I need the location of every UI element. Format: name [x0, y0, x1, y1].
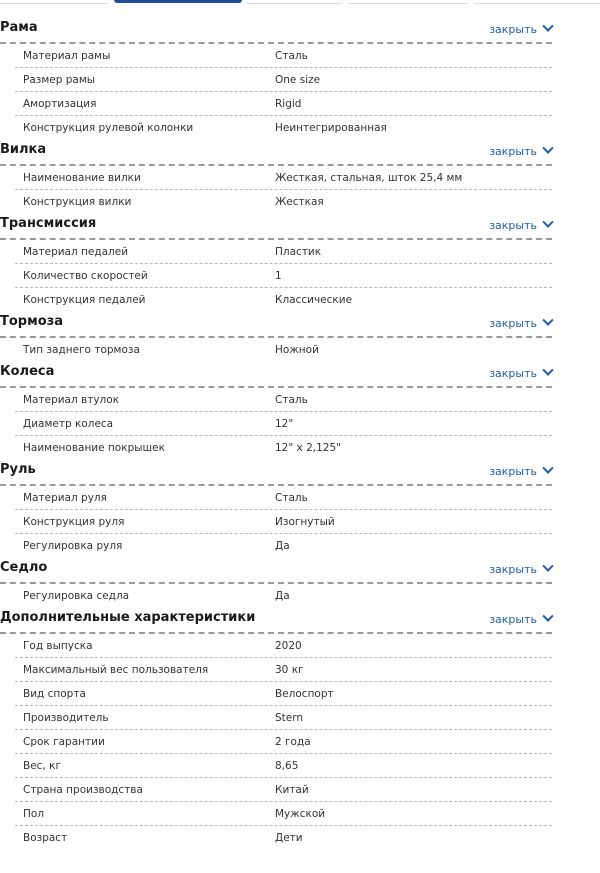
chevron-down-icon	[542, 365, 553, 376]
section-collapse-button[interactable]	[489, 367, 552, 380]
spec-row	[15, 682, 552, 706]
chevron-down-icon	[542, 561, 553, 572]
spec-row	[15, 730, 552, 754]
spec-row	[15, 826, 552, 849]
chevron-down-icon	[542, 143, 553, 154]
spec-label: Материал педалей	[23, 246, 129, 258]
collapse-label: закрыть	[489, 465, 537, 478]
tab-4[interactable]	[348, 0, 468, 4]
spec-value: Китай	[275, 784, 309, 796]
section-collapse-button[interactable]	[489, 465, 552, 478]
spec-section	[0, 459, 552, 557]
section-header	[0, 557, 552, 584]
spec-value: 1	[275, 270, 282, 282]
spec-value: Да	[275, 540, 290, 552]
spec-value: Изогнутый	[275, 516, 335, 528]
spec-value: Сталь	[275, 492, 308, 504]
spec-value: Велоспорт	[275, 688, 334, 700]
spec-section	[0, 361, 552, 459]
tab-strip	[0, 0, 600, 4]
spec-row	[15, 166, 552, 190]
spec-row	[15, 436, 552, 459]
spec-row	[15, 584, 552, 607]
spec-label: Конструкция рулевой колонки	[23, 122, 194, 134]
spec-label: Год выпуска	[23, 640, 93, 652]
spec-label: Срок гарантии	[23, 736, 105, 748]
tab-1[interactable]	[0, 0, 108, 4]
spec-value: Жесткая	[275, 196, 324, 208]
section-header	[0, 607, 552, 634]
spec-section	[0, 311, 552, 361]
spec-label: Размер рамы	[23, 74, 96, 86]
spec-label: Амортизация	[23, 98, 97, 110]
section-header	[0, 139, 552, 166]
spec-value: Неинтегрированная	[275, 122, 387, 134]
spec-label: Конструкция руля	[23, 516, 125, 528]
spec-label: Регулировка руля	[23, 540, 123, 552]
chevron-down-icon	[542, 463, 553, 474]
collapse-label: закрыть	[489, 23, 537, 36]
spec-label: Количество скоростей	[23, 270, 148, 282]
spec-label: Диаметр колеса	[23, 418, 114, 430]
spec-label: Страна производства	[23, 784, 143, 796]
chevron-down-icon	[542, 315, 553, 326]
spec-value: Жесткая, стальная, шток 25,4 мм	[275, 172, 463, 184]
section-title: Седло	[0, 560, 48, 575]
spec-label: Материал руля	[23, 492, 107, 504]
spec-label: Материал втулок	[23, 394, 120, 406]
spec-row	[15, 240, 552, 264]
spec-value: Пластик	[275, 246, 322, 258]
section-rows	[0, 240, 552, 311]
tab-3[interactable]	[247, 0, 343, 4]
section-title: Колеса	[0, 364, 55, 379]
spec-label: Наименование покрышек	[23, 442, 165, 454]
section-rows	[0, 338, 552, 361]
collapse-label: закрыть	[489, 367, 537, 380]
spec-row	[15, 44, 552, 68]
specifications-list	[0, 17, 552, 849]
section-collapse-button[interactable]	[489, 613, 552, 626]
section-rows	[0, 634, 552, 849]
section-collapse-button[interactable]	[489, 145, 552, 158]
spec-row	[15, 68, 552, 92]
spec-row	[15, 634, 552, 658]
section-title: Дополнительные характеристики	[0, 610, 256, 625]
collapse-label: закрыть	[489, 563, 537, 576]
section-header	[0, 459, 552, 486]
collapse-label: закрыть	[489, 145, 537, 158]
section-title: Вилка	[0, 142, 47, 157]
spec-row	[15, 338, 552, 361]
section-rows	[0, 584, 552, 607]
collapse-label: закрыть	[489, 317, 537, 330]
spec-row	[15, 534, 552, 557]
spec-label: Пол	[23, 808, 45, 820]
spec-value: 8,65	[275, 760, 299, 772]
spec-label: Производитель	[23, 712, 109, 724]
section-collapse-button[interactable]	[489, 219, 552, 232]
spec-value: 12" x 2,125"	[275, 442, 341, 454]
section-title: Рама	[0, 20, 38, 35]
spec-value: Классические	[275, 294, 353, 306]
section-rows	[0, 166, 552, 213]
chevron-down-icon	[542, 21, 553, 32]
tab-active[interactable]	[114, 0, 242, 3]
spec-section	[0, 557, 552, 607]
spec-value: Сталь	[275, 394, 308, 406]
section-collapse-button[interactable]	[489, 23, 552, 36]
spec-label: Вес, кг	[23, 760, 61, 772]
spec-value: Stern	[275, 712, 304, 724]
spec-label: Конструкция вилки	[23, 196, 132, 208]
section-title: Руль	[0, 462, 36, 477]
chevron-down-icon	[542, 217, 553, 228]
spec-label: Регулировка седла	[23, 590, 130, 602]
collapse-label: закрыть	[489, 613, 537, 626]
spec-label: Максимальный вес пользователя	[23, 664, 209, 676]
spec-value: Сталь	[275, 50, 308, 62]
section-header	[0, 17, 552, 44]
spec-value: Да	[275, 590, 290, 602]
spec-row	[15, 388, 552, 412]
spec-row	[15, 510, 552, 534]
spec-row	[15, 778, 552, 802]
spec-section	[0, 139, 552, 213]
spec-label: Вид спорта	[23, 688, 86, 700]
chevron-down-icon	[542, 611, 553, 622]
spec-row	[15, 658, 552, 682]
collapse-label: закрыть	[489, 219, 537, 232]
tab-5[interactable]	[474, 0, 600, 4]
spec-value: Мужской	[275, 808, 326, 820]
spec-label: Возраст	[23, 832, 68, 844]
section-header	[0, 361, 552, 388]
spec-row	[15, 116, 552, 139]
spec-value: Rigid	[275, 98, 302, 110]
spec-row	[15, 802, 552, 826]
section-title: Трансмиссия	[0, 216, 97, 231]
spec-value: 12"	[275, 418, 294, 430]
spec-row	[15, 190, 552, 213]
section-collapse-button[interactable]	[489, 563, 552, 576]
spec-value: 30 кг	[275, 664, 304, 676]
spec-label: Наименование вилки	[23, 172, 141, 184]
spec-value: Ножной	[275, 344, 319, 356]
spec-section	[0, 213, 552, 311]
section-collapse-button[interactable]	[489, 317, 552, 330]
spec-value: One size	[275, 74, 321, 86]
spec-section	[0, 607, 552, 849]
spec-value: Дети	[275, 832, 303, 844]
section-title: Тормоза	[0, 314, 63, 329]
spec-label: Материал рамы	[23, 50, 111, 62]
spec-label: Конструкция педалей	[23, 294, 146, 306]
section-header	[0, 311, 552, 338]
spec-row	[15, 412, 552, 436]
section-header	[0, 213, 552, 240]
section-rows	[0, 486, 552, 557]
spec-value: 2020	[275, 640, 302, 652]
spec-section	[0, 17, 552, 139]
spec-row	[15, 486, 552, 510]
section-rows	[0, 388, 552, 459]
spec-row	[15, 92, 552, 116]
spec-row	[15, 706, 552, 730]
spec-row	[15, 264, 552, 288]
spec-label: Тип заднего тормоза	[23, 344, 140, 356]
section-rows	[0, 44, 552, 139]
spec-value: 2 года	[275, 736, 311, 748]
spec-row	[15, 288, 552, 311]
spec-row	[15, 754, 552, 778]
